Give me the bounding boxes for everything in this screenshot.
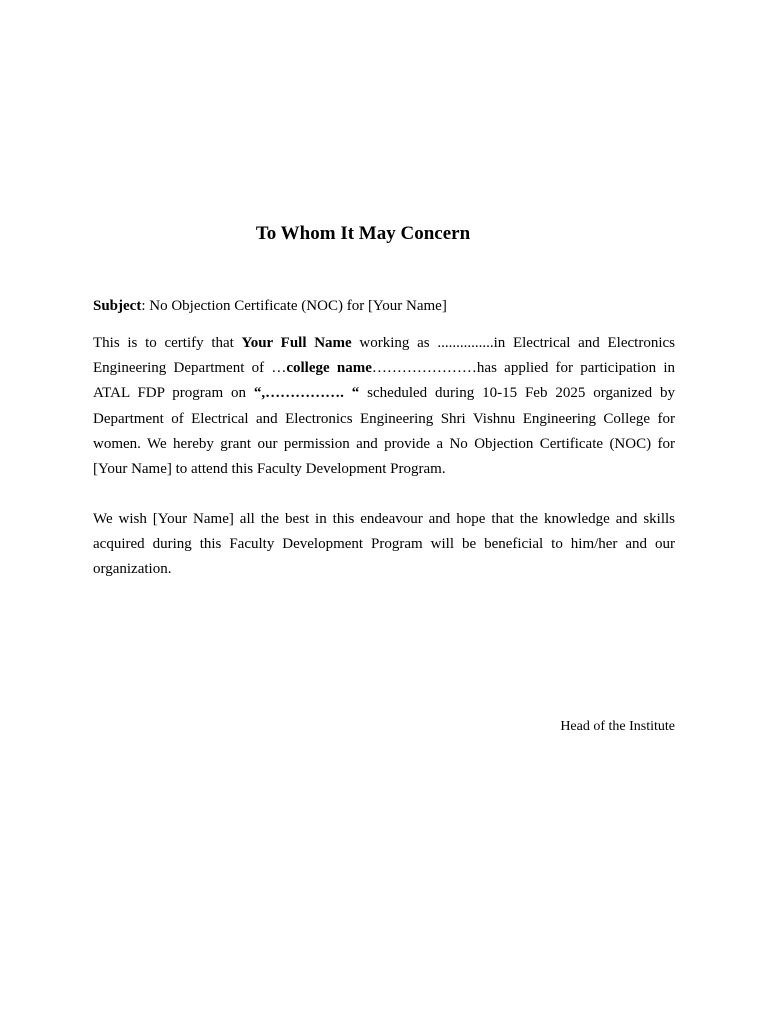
wishes-paragraph: We wish [Your Name] all the best in this endeavour and hope that the knowledge and skills acquired during this Faculty Development Program will be beneficial to him/her and our organization.: [93, 511, 675, 578]
signature-line: Head of the Institute: [560, 719, 675, 734]
certification-paragraph: [93, 331, 675, 482]
college-name-placeholder: college name: [286, 360, 372, 377]
subject-text: : No Objection Certificate (NOC) for [Your Name]: [141, 298, 447, 314]
subject-line: [93, 296, 675, 316]
paragraph1-text-4: scheduled during 10-15 Feb 2025 organized by Department of Electrical and Electronics Engineering Shri Vishnu Engineering College for women. We hereby grant our permission and provide a No Objection Certificate (NOC) for [Your Name] to attend this Faculty Development Program.: [93, 385, 675, 478]
subject-label: Subject: [93, 298, 142, 314]
document-title: To Whom It May Concern: [255, 223, 471, 244]
paragraph1-text-3: …………………has applied for participation in ATAL FDP program on: [93, 360, 676, 402]
full-name-placeholder: Your Full Name: [241, 335, 352, 351]
program-name-placeholder: “,……………. “: [253, 385, 360, 402]
paragraph1-text-2: working as ...............in Electrical and Electronics Engineering Department of …: [93, 335, 675, 377]
paragraph1-text-1: This is to certify that: [93, 335, 242, 351]
